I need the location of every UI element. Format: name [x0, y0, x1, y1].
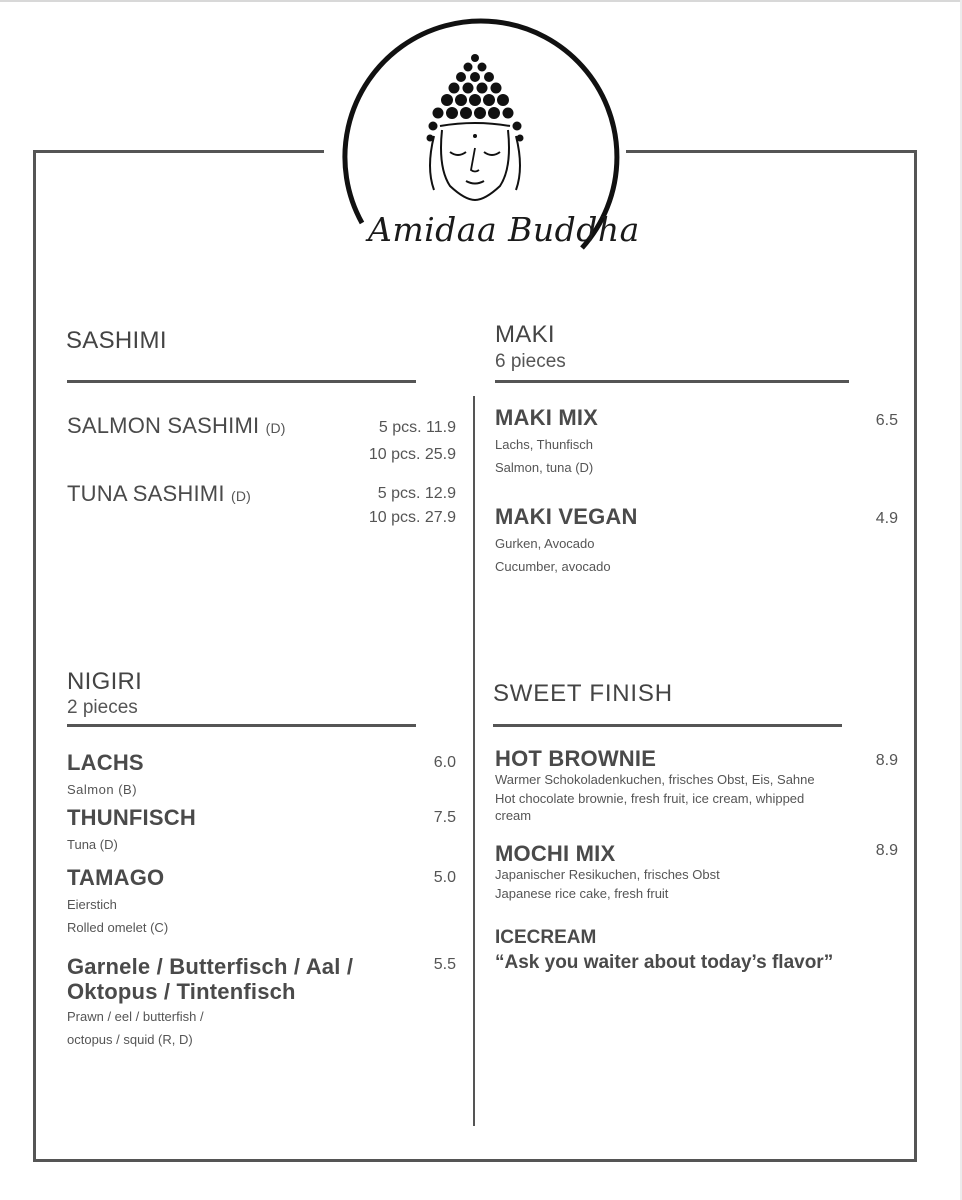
maki-vegan-desc-de: Gurken, Avocado	[495, 536, 595, 551]
maki-mix-price: 6.5	[875, 412, 898, 429]
maki-title: MAKI	[495, 321, 555, 348]
nigiri-rule	[67, 724, 416, 727]
nigiri-title: NIGIRI	[67, 668, 143, 695]
tamago-desc-en: Rolled omelet (C)	[67, 920, 169, 935]
maki-rule	[495, 380, 849, 383]
brand-name: Amidaa Buddha	[368, 210, 640, 249]
hot-brownie-name: HOT BROWNIE	[495, 746, 657, 771]
sweet-finish-title: SWEET FINISH	[493, 680, 673, 707]
mochi-mix-desc-de: Japanischer Resikuchen, frisches Obst	[495, 867, 720, 882]
frame-top-left	[33, 150, 324, 153]
lachs-name: LACHS	[67, 750, 144, 775]
tuna-sashimi-price-5: 5 pcs. 12.9	[377, 485, 456, 502]
frame-top-right	[626, 150, 917, 153]
frame-right	[914, 150, 917, 1162]
hot-brownie-desc-en-cont: cream	[495, 808, 532, 823]
sashimi-title: SASHIMI	[66, 327, 167, 354]
maki-mix-name: MAKI MIX	[495, 405, 599, 430]
maki-vegan-name: MAKI VEGAN	[495, 504, 638, 529]
salmon-sashimi-name: SALMON SASHIMI (D)	[67, 413, 286, 438]
maki-vegan-desc-en: Cucumber, avocado	[495, 559, 611, 574]
tuna-sashimi-tag: (D)	[230, 488, 252, 504]
mixed-nigiri-desc-1: Prawn / eel / butterfish /	[67, 1009, 204, 1024]
thunfisch-name: THUNFISCH	[67, 805, 196, 830]
maki-subtitle: 6 pieces	[495, 351, 566, 372]
hot-brownie-desc-de: Warmer Schokoladenkuchen, frisches Obst, Eis, Sahne	[495, 772, 815, 787]
hot-brownie-price: 8.9	[875, 752, 898, 769]
mixed-nigiri-price: 5.5	[433, 956, 456, 973]
top-edge-rule	[0, 0, 962, 2]
sweet-finish-rule	[493, 724, 842, 727]
thunfisch-price: 7.5	[433, 809, 456, 826]
column-divider	[473, 396, 475, 1126]
mixed-nigiri-name-line1: Garnele / Butterfisch / Aal /	[67, 954, 354, 979]
maki-vegan-price: 4.9	[875, 510, 898, 527]
tamago-desc-de: Eierstich	[67, 897, 117, 912]
salmon-sashimi-tag: (D)	[265, 420, 286, 436]
maki-mix-desc-en: Salmon, tuna (D)	[495, 460, 594, 475]
tuna-sashimi-price-10: 10 pcs. 27.9	[368, 509, 456, 526]
hot-brownie-desc-en: Hot chocolate brownie, fresh fruit, ice cream, whipped	[495, 791, 805, 806]
icecream-name: ICECREAM	[495, 927, 597, 948]
lachs-desc: Salmon (B)	[67, 782, 138, 797]
sashimi-rule	[67, 380, 416, 383]
tuna-sashimi-name: TUNA SASHIMI (D)	[67, 481, 252, 506]
salmon-sashimi-price-10: 10 pcs. 25.9	[368, 446, 456, 463]
mixed-nigiri-desc-2: octopus / squid (R, D)	[67, 1032, 193, 1047]
frame-bottom	[33, 1159, 917, 1162]
mixed-nigiri-name-line2: Oktopus / Tintenfisch	[67, 979, 296, 1004]
tamago-price: 5.0	[433, 869, 456, 886]
mochi-mix-price: 8.9	[875, 842, 898, 859]
salmon-sashimi-price-5: 5 pcs. 11.9	[378, 419, 456, 436]
frame-left	[33, 150, 36, 1162]
mochi-mix-desc-en: Japanese rice cake, fresh fruit	[495, 886, 669, 901]
thunfisch-desc: Tuna (D)	[67, 837, 118, 852]
lachs-price: 6.0	[433, 754, 456, 771]
maki-mix-desc-de: Lachs, Thunfisch	[495, 437, 594, 452]
nigiri-subtitle: 2 pieces	[67, 697, 138, 718]
mochi-mix-name: MOCHI MIX	[495, 841, 616, 866]
icecream-note: “Ask you waiter about today’s flavor”	[495, 952, 834, 973]
tamago-name: TAMAGO	[67, 865, 165, 890]
